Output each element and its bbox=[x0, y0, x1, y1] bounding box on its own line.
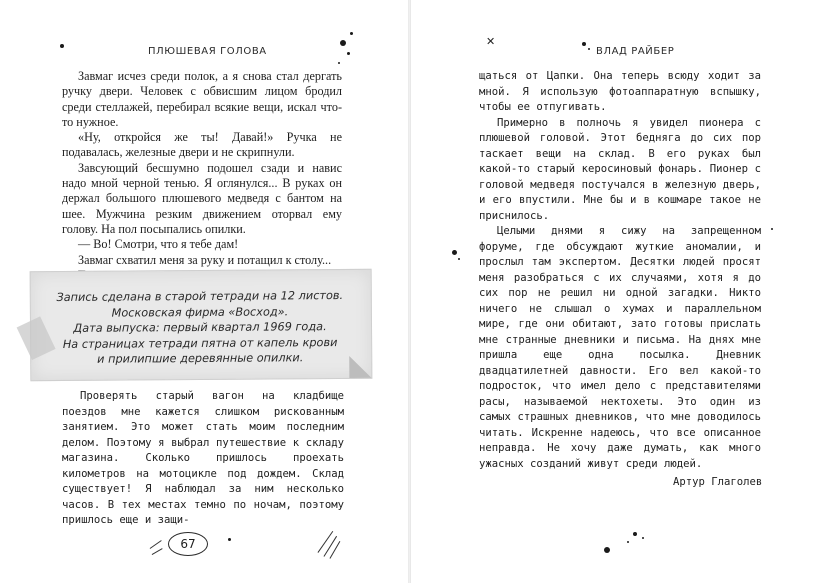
ink-blot bbox=[452, 250, 457, 255]
page-number: 67 bbox=[168, 532, 208, 556]
story-paragraph: «Ну, откройся же ты! Давай!» Ручка не подавалась, железные двери и не скрипнули. bbox=[62, 130, 342, 160]
typed-diary-text bbox=[479, 69, 761, 472]
ink-blot bbox=[633, 532, 637, 536]
story-paragraph: — Во! Смотри, что я тебе дам! bbox=[78, 237, 239, 252]
scratch-mark bbox=[152, 548, 163, 555]
running-head: ВЛАД РАЙБЕР bbox=[596, 46, 675, 57]
left-page bbox=[0, 0, 408, 583]
running-head: ПЛЮШЕВАЯ ГОЛОВА bbox=[148, 46, 267, 57]
cross-mark: ✕ bbox=[486, 35, 496, 48]
story-text bbox=[62, 69, 342, 283]
ink-blot bbox=[338, 62, 340, 64]
right-page bbox=[411, 0, 819, 583]
ink-blot bbox=[604, 547, 610, 553]
note-line: Запись сделана в старой тетради на 12 листов. bbox=[56, 289, 344, 305]
notebook-note-card bbox=[30, 269, 373, 381]
note-line: На страницах тетради пятна от капель крови bbox=[62, 335, 338, 351]
ink-blot bbox=[588, 48, 590, 50]
ink-blot bbox=[458, 258, 460, 260]
ink-blot bbox=[60, 44, 64, 48]
ink-blot bbox=[642, 537, 644, 539]
story-paragraph: Завмаг исчез среди полок, а я снова стал дергать ручку двери. Человек с обвисшим лицом бродил среди стеллажей, перебирал всякие вещи, искал что-то нужное. bbox=[62, 69, 342, 129]
note-line: и прилипшие деревянные опилки. bbox=[97, 351, 304, 366]
signature: Артур Глаголев bbox=[673, 476, 763, 488]
ink-blot bbox=[582, 42, 586, 46]
typed-paragraph: Проверять старый вагон на кладбище поездов мне кажется слишком рискованным занятием. Это может стать моим последним делом. Поэтому я выбрал путешествие к складу магазина. Сколько пришлось проехать километров на мотоцикле под дождем. Склад существует! Я наблюдал за ним несколько часов. В тех местах темно по ночам, поэтому пришлось еще и защи- bbox=[62, 390, 344, 526]
note-line: Московская фирма «Восход». bbox=[111, 304, 289, 320]
ink-blot bbox=[340, 40, 346, 46]
story-paragraph: Завмаг схватил меня за руку и потащил к столу... bbox=[78, 252, 332, 267]
ink-blot bbox=[350, 32, 353, 35]
typed-paragraph: щаться от Цапки. Она теперь всюду ходит за мной. Я использую фотоаппаратную вспышку, чтобы ее отпугивать. bbox=[479, 70, 761, 113]
ink-blot bbox=[771, 228, 773, 230]
typed-paragraph: Примерно в полночь я увидел пионера с плюшевой головой. Этот бедняга до сих пор таскает вещи на склад. В его руках был какой-то старый керосиновый фонарь. Пионер с головой медведя постучался в железную дверь, и его впустили. Мне бы и в кошмаре такое не приснилось. bbox=[479, 116, 761, 222]
scratch-mark bbox=[150, 540, 162, 549]
typed-diary-text bbox=[62, 389, 344, 529]
ink-blot bbox=[627, 541, 629, 543]
ink-blot bbox=[228, 538, 231, 541]
typed-paragraph: Целыми днями я сижу на запрещенном форуме, где обсуждают жуткие аномалии, и прослыл там экспертом. Десятки людей просят меня разобраться с их случаями, хотя я до сих пор не решил ни одной загадки. Никто ничего не слышал о хумах и параллельном мире, где они обитают, зато готовы прислать мне странные дневники и письма. На днях мне пришла еще одна посылка. Дневник двадцатилетней давности. Его вел какой-то подросток, что имел дело с представителями расы, называемой нектохеты. Это один из самых страшных дневников, что мне доводилось читать. Искренне надеюсь, что все описанное неправда. Не хочу даже думать, как много ужасных созданий живут среди людей. bbox=[479, 225, 761, 470]
ink-blot bbox=[347, 52, 350, 55]
story-paragraph: Завсующий бесшумно подошел сзади и навис надо мной черной тенью. Я оглянулся... В руках он держал большого плюшевого медведя с бантом на шее. Мужчина резким движением оторвал ему голову. На пол посыпались опилки. bbox=[62, 160, 342, 236]
note-line: Дата выпуска: первый квартал 1969 года. bbox=[73, 320, 327, 335]
note-text bbox=[45, 288, 356, 368]
